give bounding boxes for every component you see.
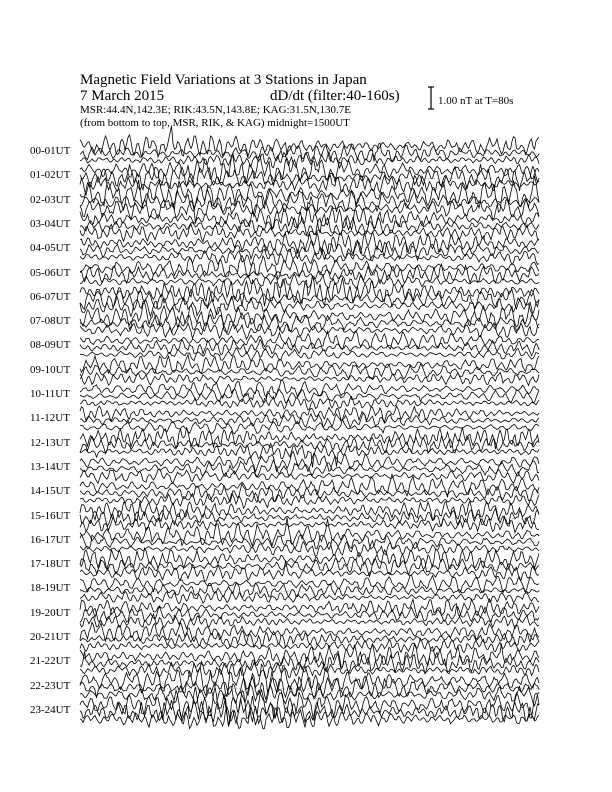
hour-label: 19-20UT (30, 606, 71, 619)
filter-label: dD/dt (filter:40-160s) (270, 88, 400, 104)
hour-label: 06-07UT (30, 290, 71, 303)
trace-msr (80, 373, 539, 386)
trace-kag (80, 355, 539, 374)
trace-rik (80, 606, 539, 622)
trace-kag (80, 451, 539, 472)
trace-msr (80, 444, 539, 468)
hour-label: 02-03UT (30, 193, 71, 206)
hour-label: 20-21UT (30, 631, 71, 643)
trace-msr (80, 592, 539, 604)
trace-msr (80, 397, 539, 411)
scale-label: 1.00 nT at T=80s (438, 95, 514, 107)
hour-label: 01-02UT (30, 169, 71, 182)
trace-rik (80, 535, 539, 550)
trace-msr (80, 560, 539, 581)
scale-indicator (428, 86, 568, 110)
date-label: 7 March 2015 (80, 88, 165, 104)
station-coordinates: MSR:44.4N,142.3E; RIK:43.5N,143.8E; KAG:31.5N,130.7E (80, 104, 352, 116)
hour-label: 16-17UT (30, 533, 71, 546)
hour-label: 08-09UT (30, 339, 71, 352)
hour-label: 15-16UT (30, 509, 71, 522)
station-order-note: (from bottom to top, MSR, RIK, & KAG) midnight=1500UT (80, 117, 350, 129)
trace-rik (80, 698, 539, 727)
trace-kag (80, 126, 539, 158)
hour-label: 14-15UT (30, 485, 71, 498)
hour-label: 23-24UT (30, 703, 71, 716)
trace-rik (80, 389, 539, 403)
hour-label: 11-12UT (30, 412, 70, 425)
trace-rik (80, 413, 539, 427)
trace-kag (80, 232, 539, 255)
trace-msr (80, 296, 539, 316)
hour-label: 04-05UT (30, 242, 71, 255)
hour-label: 03-04UT (30, 217, 71, 230)
hour-label: 10-11UT (30, 388, 70, 400)
hour-label: 12-13UT (30, 436, 71, 449)
trace-msr (80, 348, 539, 362)
hour-label: 07-08UT (30, 315, 71, 328)
hour-label: 00-01UT (30, 145, 71, 157)
trace-msr (80, 249, 539, 265)
trace-kag (80, 599, 539, 618)
trace-rik (80, 583, 539, 598)
trace-rik (80, 264, 539, 283)
hour-label: 21-22UT (30, 655, 71, 668)
trace-msr (80, 707, 539, 729)
hour-label: 18-19UT (30, 582, 71, 595)
hour-label: 09-10UT (30, 363, 71, 376)
chart-title: Magnetic Field Variations at 3 Stations in Japan (80, 72, 367, 88)
trace-msr (80, 683, 539, 705)
trace-kag (80, 575, 539, 593)
trace-kag (80, 275, 539, 306)
trace-rik (80, 508, 539, 526)
hour-label: 22-23UT (30, 679, 71, 692)
hour-label: 13-14UT (30, 460, 71, 473)
hour-label: 05-06UT (30, 266, 71, 279)
scale-bar-icon (428, 86, 438, 110)
hour-label: 17-18UT (30, 558, 71, 571)
